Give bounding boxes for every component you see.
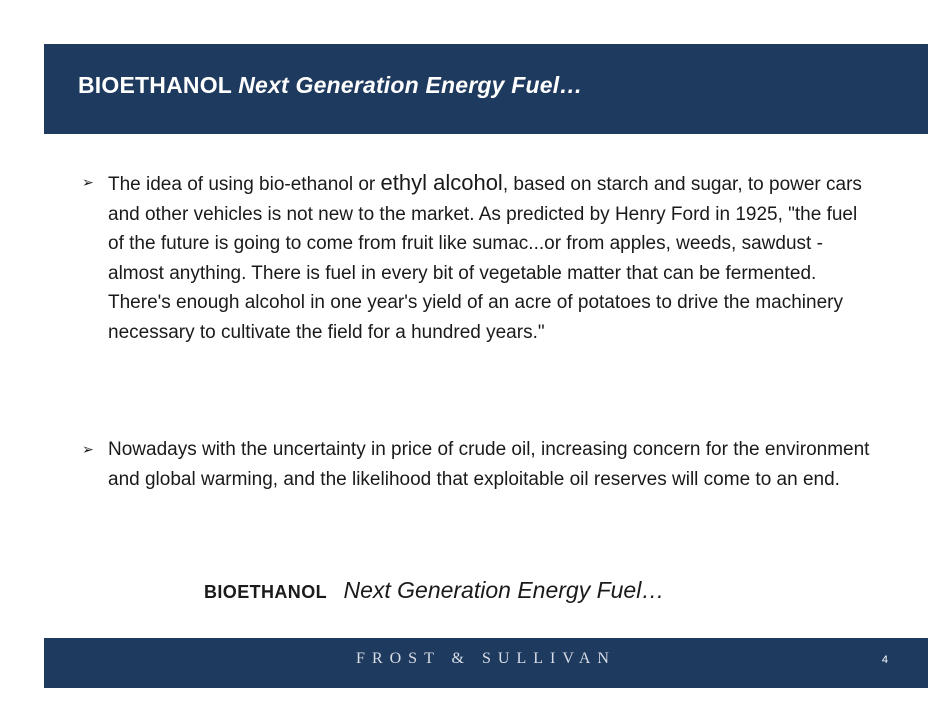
arrow-bullet-icon: ➢ — [82, 174, 94, 190]
frost-sullivan-logo: FROST & SULLIVAN — [356, 650, 616, 667]
bullet-text — [108, 168, 872, 347]
slide-title-bold: BIOETHANOL — [78, 72, 232, 98]
slide-title — [78, 72, 583, 99]
arrow-bullet-icon: ➢ — [82, 441, 94, 457]
bullet-nowadays — [82, 435, 872, 494]
tagline-bold: BIOETHANOL — [204, 582, 327, 602]
bullet-text: Nowadays with the uncertainty in price of crude oil, increasing concern for the environment and global warming, and the likelihood that exploitable oil reserves will come to an end. — [108, 439, 870, 490]
page-number: 4 — [881, 654, 888, 666]
bullet-ford-quote — [82, 168, 872, 347]
title-bar — [44, 44, 928, 134]
tagline-italic: Next Generation Energy Fuel… — [343, 577, 665, 603]
slide-title-italic: Next Generation Energy Fuel… — [238, 72, 583, 98]
footer-bar — [44, 638, 928, 688]
ethyl-alcohol-emphasis: ethyl alcohol — [380, 170, 503, 195]
tagline — [204, 577, 664, 604]
bullet-text-rest: , based on starch and sugar, to power cars and other vehicles is not new to the market. As predicted by Henry Ford in 1925, "the fuel of the future is going to come from fruit like sumac...or from apples, weeds, sawdust - almost anything. There is fuel in every bit of vegetable matter that can be fermented. There's enough alcohol in one year's yield of an acre of potatoes to drive the machinery necessary to cultivate the field for a hundred years." — [108, 174, 862, 343]
bullet-text-start: The idea of using bio-ethanol or — [108, 174, 381, 195]
